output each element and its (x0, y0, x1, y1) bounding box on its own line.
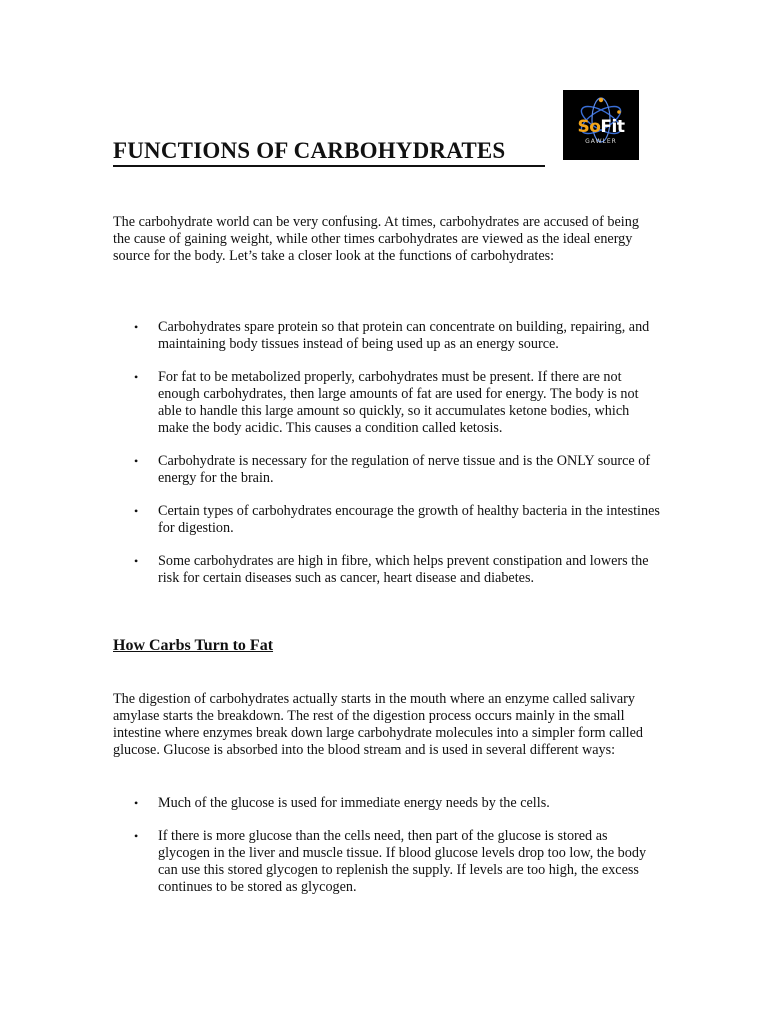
list-item-text: For fat to be metabolized properly, carbohydrates must be present. If there are not enough carbohydrates, then large amounts of fat are used for energy. The body is not able to handle this large amount so quickly, so it accumulates ketone bodies, which make the body acidic. This causes a condition called ketosis. (158, 369, 639, 436)
section2-paragraph: The digestion of carbohydrates actually starts in the mouth where an enzyme called salivary amylase starts the breakdown. The rest of the digestion process occurs mainly in the small intestine where enzymes break down large carbohydrate molecules into a simpler form called glucose. Glucose is absorbed into the blood stream and is used in several different ways: (113, 691, 643, 758)
title-block (113, 138, 545, 167)
list-item (113, 828, 663, 896)
list-item-text: Some carbohydrates are high in fibre, which helps prevent constipation and lowers the risk for certain diseases such as cancer, heart disease and diabetes. (158, 553, 649, 586)
bullet-icon: • (134, 796, 139, 810)
list-item-text: Carbohydrates spare protein so that protein can concentrate on building, repairing, and maintaining body tissues instead of being used up as an energy source. (158, 319, 650, 352)
functions-list (113, 319, 663, 587)
list-item-text: If there is more glucose than the cells need, then part of the glucose is stored as glycogen in the liver and muscle tissue. If blood glucose levels drop too low, the body can use this stored glycogen to replenish the supply. If levels are too high, the excess continues to be stored as glycogen. (158, 828, 647, 895)
bullet-icon: • (134, 504, 139, 518)
list-item (113, 319, 663, 353)
list-item (113, 795, 663, 812)
title-underline (113, 165, 545, 167)
list-item-text: Carbohydrate is necessary for the regulation of nerve tissue and is the ONLY source of energy for the brain. (158, 453, 651, 486)
list-item-text: Much of the glucose is used for immediate energy needs by the cells. (158, 795, 550, 811)
sofit-logo (563, 90, 639, 160)
list-item-text: Certain types of carbohydrates encourage the growth of healthy bacteria in the intestines for digestion. (158, 503, 660, 536)
glucose-uses-list (113, 795, 663, 896)
bullet-icon: • (134, 320, 139, 334)
logo-subtitle: GAWLER (585, 138, 617, 145)
intro-paragraph: The carbohydrate world can be very confusing. At times, carbohydrates are accused of being the cause of gaining weight, while other times carbohydrates are viewed as the ideal energy source for the body. Let’s take a closer look at the functions of carbohydrates: (113, 214, 639, 264)
bullet-icon: • (134, 454, 139, 468)
section-heading: How Carbs Turn to Fat (113, 637, 274, 654)
logo-wordmark-fit: Fit (600, 117, 625, 137)
logo-wordmark (563, 118, 639, 136)
list-item (113, 453, 663, 487)
bullet-icon: • (134, 370, 139, 384)
bullet-icon: • (134, 829, 139, 843)
logo-wordmark-so: So (577, 117, 601, 137)
list-item (113, 369, 663, 437)
list-item (113, 553, 663, 587)
bullet-icon: • (134, 554, 139, 568)
list-item (113, 503, 663, 537)
page-title: FUNCTIONS OF CARBOHYDRATES (113, 138, 506, 163)
